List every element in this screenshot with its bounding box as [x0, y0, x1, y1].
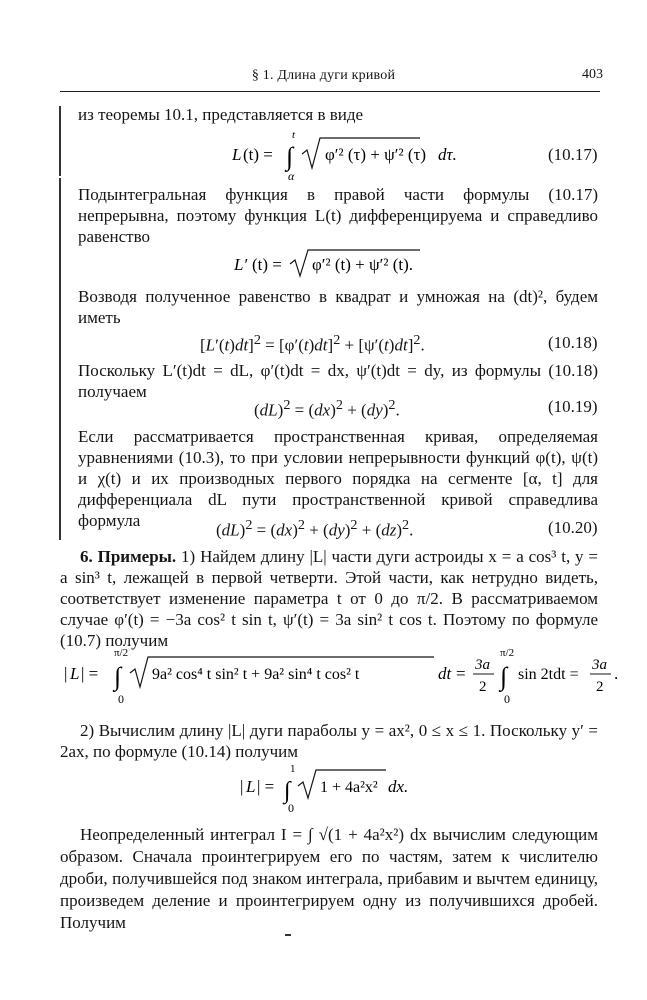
- svg-text:1: 1: [290, 763, 296, 775]
- svg-text:∫: ∫: [284, 778, 291, 804]
- equation-10-17-glyphs: [230, 130, 530, 190]
- equation-10-20: (dL)$^2$ = (dx)$^2$ + (dy)$^2$ + (dz)$^2$.: [216, 517, 414, 540]
- svg-text:| =: | =: [81, 664, 99, 683]
- svg-text:2: 2: [596, 679, 604, 695]
- svg-text:.: .: [614, 664, 619, 683]
- svg-text:0: 0: [118, 692, 124, 706]
- svg-text:(t) =: (t) =: [252, 255, 282, 274]
- svg-text:L: L: [246, 777, 256, 796]
- svg-text:dτ.: dτ.: [438, 145, 457, 164]
- svg-text:(t) =: (t) =: [243, 145, 273, 164]
- svg-text:sin 2tdt =: sin 2tdt =: [518, 666, 579, 683]
- svg-text:L: L: [232, 145, 242, 164]
- equation-astroid: [62, 645, 622, 714]
- svg-text:φ′² (τ) + ψ′² (τ): φ′² (τ) + ψ′² (τ): [325, 145, 426, 164]
- svg-text:|: |: [240, 777, 244, 796]
- svg-text:=: =: [456, 664, 466, 683]
- header-rule: [60, 91, 600, 92]
- svg-text:φ′² (t) + ψ′² (t).: φ′² (t) + ψ′² (t).: [312, 255, 414, 274]
- paragraph-since: Поскольку L′(t)dt = dL, φ′(t)dt = dx, ψ′(t)dt = dy, из формулы (10.18) получаем: [78, 361, 598, 401]
- equation-parabola: [238, 762, 428, 823]
- page-number: 403: [582, 67, 603, 82]
- svg-text:dx.: dx.: [388, 777, 409, 796]
- examples-text: 1) Найдем длину |L| части дуги астроиды x = a cos³ t, y = a sin³ t, лежащей в первой четверти. Этой части, как нетрудно видеть, соответствует изменение параметра t от 0 до π/2. В рассматриваемом случае φ′(t) = −3a cos² t sin t, ψ′(t) = 3a sin² t cos t. Поэтому по формуле (10.7) получим: [60, 547, 598, 650]
- equation-derivative: [232, 246, 462, 287]
- paragraph-example-2: 2) Вычислим длину |L| дуги параболы y = ax², 0 ≤ x ≤ 1. Поскольку y′ = 2ax, по формуле (10.14) получим: [60, 721, 598, 761]
- svg-text:dt: dt: [438, 664, 452, 683]
- margin-bar: [59, 178, 61, 540]
- svg-text:∫: ∫: [114, 662, 122, 691]
- examples-heading: 6. Примеры.: [80, 547, 177, 566]
- paragraph-indefinite: Неопределенный интеграл I = ∫ √(1 + 4a²x²) dx вычислим следующим образом. Сначала проинтегрируем его по частям, затем к числителю дроби, получившейся под знаком интеграла, прибавим и вычтем единицу, произведем деление и проинтегрируем одну из получившихся дробей. Получим: [60, 825, 598, 932]
- svg-text:9a² cos⁴ t sin² t + 9a² sin⁴ t: 9a² cos⁴ t sin² t + 9a² sin⁴ t cos² t: [152, 666, 360, 683]
- svg-text:| =: | =: [257, 777, 275, 796]
- paragraph-space-curve: Если рассматривается пространственная кривая, определяемая уравнениями (10.3), то при условии непрерывности функций φ(t), ψ(t) и χ(t) и их производных первого порядка на сегменте [α, t] для дифференциала dL пути пространственной кривой справедлива формула: [78, 427, 598, 530]
- equation-label-10-18: (10.18): [548, 333, 598, 352]
- intro-text: из теоремы 10.1, представляется в виде: [78, 105, 364, 124]
- svg-text:π/2: π/2: [114, 647, 129, 659]
- svg-text:0: 0: [288, 801, 294, 815]
- equation-derivative-glyphs: [232, 246, 462, 282]
- equation-astroid-glyphs: [62, 645, 622, 709]
- equation-10-18: $[L'(t)dt]^2 = [\varphi'(t)dt]^2 + [\psi'(t)dt]^2$.: [200, 332, 425, 355]
- running-header: § 1. Длина дуги кривой: [251, 68, 396, 83]
- equation-label-10-20: (10.20): [548, 518, 598, 537]
- svg-text:3a: 3a: [475, 657, 490, 673]
- svg-text:∫: ∫: [500, 662, 508, 691]
- paragraph-squaring: Возводя полученное равенство в квадрат и умножая на (dt)², будем иметь: [78, 287, 598, 327]
- svg-text:L: L: [70, 664, 80, 683]
- paragraph-examples: [60, 546, 598, 651]
- footer-mark: [285, 934, 291, 936]
- equation-label-10-19: (10.19): [548, 397, 598, 416]
- svg-text:0: 0: [504, 692, 510, 706]
- svg-text:2: 2: [479, 679, 487, 695]
- paragraph-integrand: Подынтегральная функция в правой части формулы (10.17) непрерывна, поэтому функция L(t) дифференцируема и справедливо равенство: [78, 185, 598, 246]
- svg-text:3a: 3a: [592, 657, 607, 673]
- svg-text:|: |: [64, 664, 68, 683]
- margin-bar: [59, 106, 61, 176]
- svg-text:∫: ∫: [286, 142, 294, 171]
- svg-text:1 + 4a²x²: 1 + 4a²x²: [320, 779, 378, 796]
- svg-text:L′: L′: [234, 255, 248, 274]
- equation-parabola-glyphs: [238, 762, 428, 818]
- equation-10-19: (dL)$^2$ = (dx)$^2$ + (dy)$^2$.: [254, 397, 400, 420]
- svg-text:α: α: [288, 169, 295, 183]
- svg-text:π/2: π/2: [500, 647, 515, 659]
- equation-label-10-17: (10.17): [548, 145, 598, 164]
- svg-text:t: t: [292, 130, 296, 141]
